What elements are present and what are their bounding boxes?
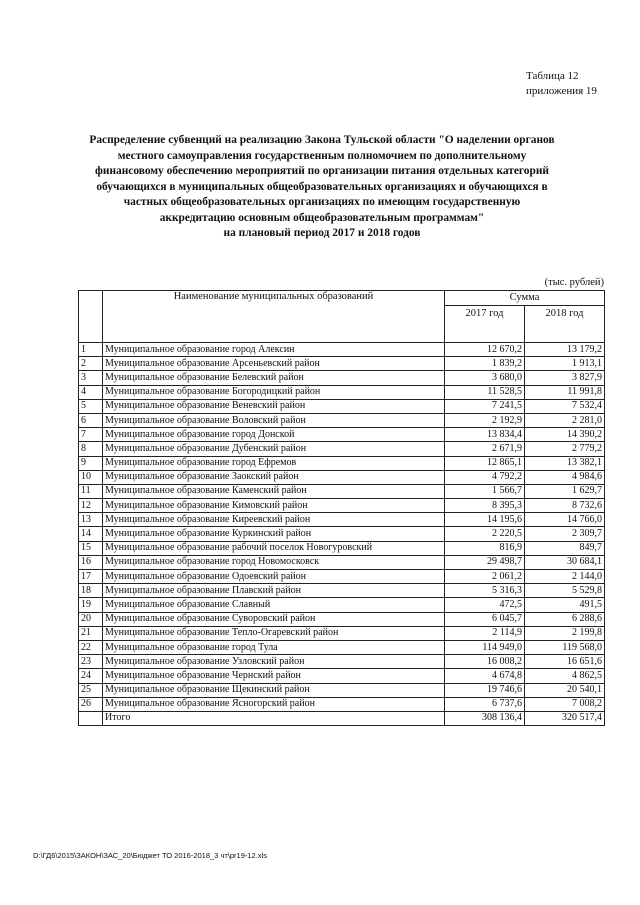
total-value-2017: 308 136,4 [445,711,525,725]
row-name: Муниципальное образование Каменский район [103,484,445,498]
title-line: обучающихся в муниципальных общеобразовательных организациях и обучающихся в [96,180,548,193]
table-row [79,470,605,484]
table-row [79,371,605,385]
table-row [79,442,605,456]
table-row [79,541,605,555]
row-value-2018: 2 199,8 [525,626,605,640]
table-row [79,399,605,413]
table-row [79,612,605,626]
row-value-2018: 4 984,6 [525,470,605,484]
title-line: частных общеобразовательных организациях по имеющим государственную [123,196,521,208]
row-value-2018: 2 281,0 [525,413,605,427]
row-number: 3 [79,371,103,385]
row-name: Муниципальное образование Суворовский район [103,612,445,626]
table-row [79,484,605,498]
table-row [79,527,605,541]
row-value-2017: 12 865,1 [445,456,525,470]
title-line: на плановый период 2017 и 2018 годов [223,227,421,239]
row-value-2017: 472,5 [445,598,525,612]
row-value-2018: 14 766,0 [525,513,605,527]
row-number: 6 [79,413,103,427]
header-year-2018: 2018 год [525,306,605,343]
row-name: Муниципальное образование Тепло-Огаревский район [103,626,445,640]
table-row [79,343,605,357]
row-value-2018: 5 529,8 [525,584,605,598]
row-number: 26 [79,697,103,711]
header-name-cell: Наименование муниципальных образований [103,291,445,343]
row-value-2018: 20 540,1 [525,683,605,697]
row-name: Муниципальное образование Чернский район [103,669,445,683]
row-value-2017: 1 839,2 [445,357,525,371]
table-header-row [79,291,605,306]
table-row [79,697,605,711]
row-value-2017: 5 316,3 [445,584,525,598]
table-reference [526,69,597,99]
row-value-2017: 3 680,0 [445,371,525,385]
row-value-2017: 8 395,3 [445,499,525,513]
table-row [79,499,605,513]
row-name: Муниципальное образование Белевский район [103,371,445,385]
title-line: аккредитацию основным общеобразовательным программам" [159,211,485,224]
row-value-2017: 29 498,7 [445,555,525,569]
row-name: Муниципальное образование Веневский район [103,399,445,413]
row-number: 10 [79,470,103,484]
row-value-2018: 491,5 [525,598,605,612]
row-value-2017: 12 670,2 [445,343,525,357]
row-name: Муниципальное образование Куркинский район [103,527,445,541]
row-name: Муниципальное образование Киреевский район [103,513,445,527]
row-value-2018: 13 179,2 [525,343,605,357]
row-value-2018: 119 568,0 [525,640,605,654]
header-year-2017: 2017 год [445,306,525,343]
row-value-2018: 7 008,2 [525,697,605,711]
row-number: 5 [79,399,103,413]
row-value-2017: 2 220,5 [445,527,525,541]
row-number: 9 [79,456,103,470]
table-row [79,626,605,640]
table-row [79,413,605,427]
row-value-2017: 2 114,9 [445,626,525,640]
row-name: Муниципальное образование Одоевский район [103,570,445,584]
row-value-2018: 7 532,4 [525,399,605,413]
row-value-2018: 16 651,6 [525,655,605,669]
row-value-2017: 16 008,2 [445,655,525,669]
row-value-2017: 4 674,8 [445,669,525,683]
row-number: 1 [79,343,103,357]
row-name: Муниципальное образование город Донской [103,428,445,442]
row-number: 20 [79,612,103,626]
total-value-2018: 320 517,4 [525,711,605,725]
table-row [79,513,605,527]
table-row [79,555,605,569]
row-value-2018: 1 913,1 [525,357,605,371]
row-value-2018: 30 684,1 [525,555,605,569]
title-line: Распределение субвенций на реализацию Закона Тульской области "О наделении органов [89,134,555,146]
row-number: 14 [79,527,103,541]
row-value-2017: 6 737,6 [445,697,525,711]
row-value-2017: 2 192,9 [445,413,525,427]
row-number: 22 [79,640,103,654]
row-number: 12 [79,499,103,513]
row-name: Муниципальное образование Ясногорский район [103,697,445,711]
row-value-2018: 6 288,6 [525,612,605,626]
table-row [79,428,605,442]
row-number: 7 [79,428,103,442]
row-value-2018: 14 390,2 [525,428,605,442]
row-name: Муниципальное образование город Новомосковск [103,555,445,569]
table-row [79,456,605,470]
appendix-number: приложения 19 [526,85,597,97]
row-value-2018: 8 732,6 [525,499,605,513]
title-line: местного самоуправления государственным полномочием по дополнительному [117,149,527,162]
row-number: 13 [79,513,103,527]
table-row [79,385,605,399]
row-value-2018: 2 144,0 [525,570,605,584]
table-row [79,357,605,371]
total-label: Итого [103,711,445,725]
row-value-2018: 1 629,7 [525,484,605,498]
row-value-2017: 11 528,5 [445,385,525,399]
row-name: Муниципальное образование Арсеньевский район [103,357,445,371]
row-value-2018: 4 862,5 [525,669,605,683]
row-name: Муниципальное образование Кимовский район [103,499,445,513]
row-name: Муниципальное образование Дубенский район [103,442,445,456]
table-row [79,640,605,654]
row-value-2017: 4 792,2 [445,470,525,484]
row-number: 24 [79,669,103,683]
row-name: Муниципальное образование Воловский район [103,413,445,427]
row-number: 11 [79,484,103,498]
row-number: 25 [79,683,103,697]
row-name: Муниципальное образование город Алексин [103,343,445,357]
row-value-2017: 2 061,2 [445,570,525,584]
table-number: Таблица 12 [526,70,579,82]
row-value-2018: 3 827,9 [525,371,605,385]
units-label: (тыс. рублей) [544,277,604,288]
table-row [79,669,605,683]
row-value-2017: 2 671,9 [445,442,525,456]
total-number-cell [79,711,103,725]
row-name: Муниципальное образование Заокский район [103,470,445,484]
row-name: Муниципальное образование Богородицкий район [103,385,445,399]
row-value-2018: 11 991,8 [525,385,605,399]
row-name: Муниципальное образование город Ефремов [103,456,445,470]
row-name: Муниципальное образование город Тула [103,640,445,654]
header-number-cell [79,291,103,343]
row-number: 18 [79,584,103,598]
row-value-2017: 816,9 [445,541,525,555]
row-name: Муниципальное образование рабочий поселок Новогуровский [103,541,445,555]
row-value-2017: 19 746,6 [445,683,525,697]
row-number: 16 [79,555,103,569]
row-number: 15 [79,541,103,555]
header-sum-cell: Сумма [445,291,605,306]
file-path-footer: D:\ГД6\2015\ЗАКОН\ЗАС_20\Бюджет ТО 2016-2018_3 чт\pr19-12.xls [33,851,267,860]
row-value-2018: 2 309,7 [525,527,605,541]
row-number: 19 [79,598,103,612]
row-name: Муниципальное образование Щекинский район [103,683,445,697]
table-row [79,655,605,669]
row-number: 23 [79,655,103,669]
row-number: 8 [79,442,103,456]
row-number: 4 [79,385,103,399]
row-name: Муниципальное образование Славный [103,598,445,612]
table-total-row [79,711,605,725]
row-value-2017: 13 834,4 [445,428,525,442]
row-value-2017: 6 045,7 [445,612,525,626]
table-row [79,598,605,612]
row-name: Муниципальное образование Плавский район [103,584,445,598]
subsidy-table [78,290,605,726]
row-value-2017: 14 195,6 [445,513,525,527]
table-row [79,570,605,584]
row-name: Муниципальное образование Узловский район [103,655,445,669]
row-value-2017: 1 566,7 [445,484,525,498]
row-value-2018: 13 382,1 [525,456,605,470]
table-row [79,683,605,697]
table-row [79,584,605,598]
title-line: финансовому обеспечению мероприятий по организации питания отдельных категорий [95,165,549,177]
row-number: 21 [79,626,103,640]
row-value-2018: 2 779,2 [525,442,605,456]
document-title [62,133,582,242]
row-number: 2 [79,357,103,371]
row-value-2017: 114 949,0 [445,640,525,654]
row-value-2017: 7 241,5 [445,399,525,413]
row-number: 17 [79,570,103,584]
row-value-2018: 849,7 [525,541,605,555]
